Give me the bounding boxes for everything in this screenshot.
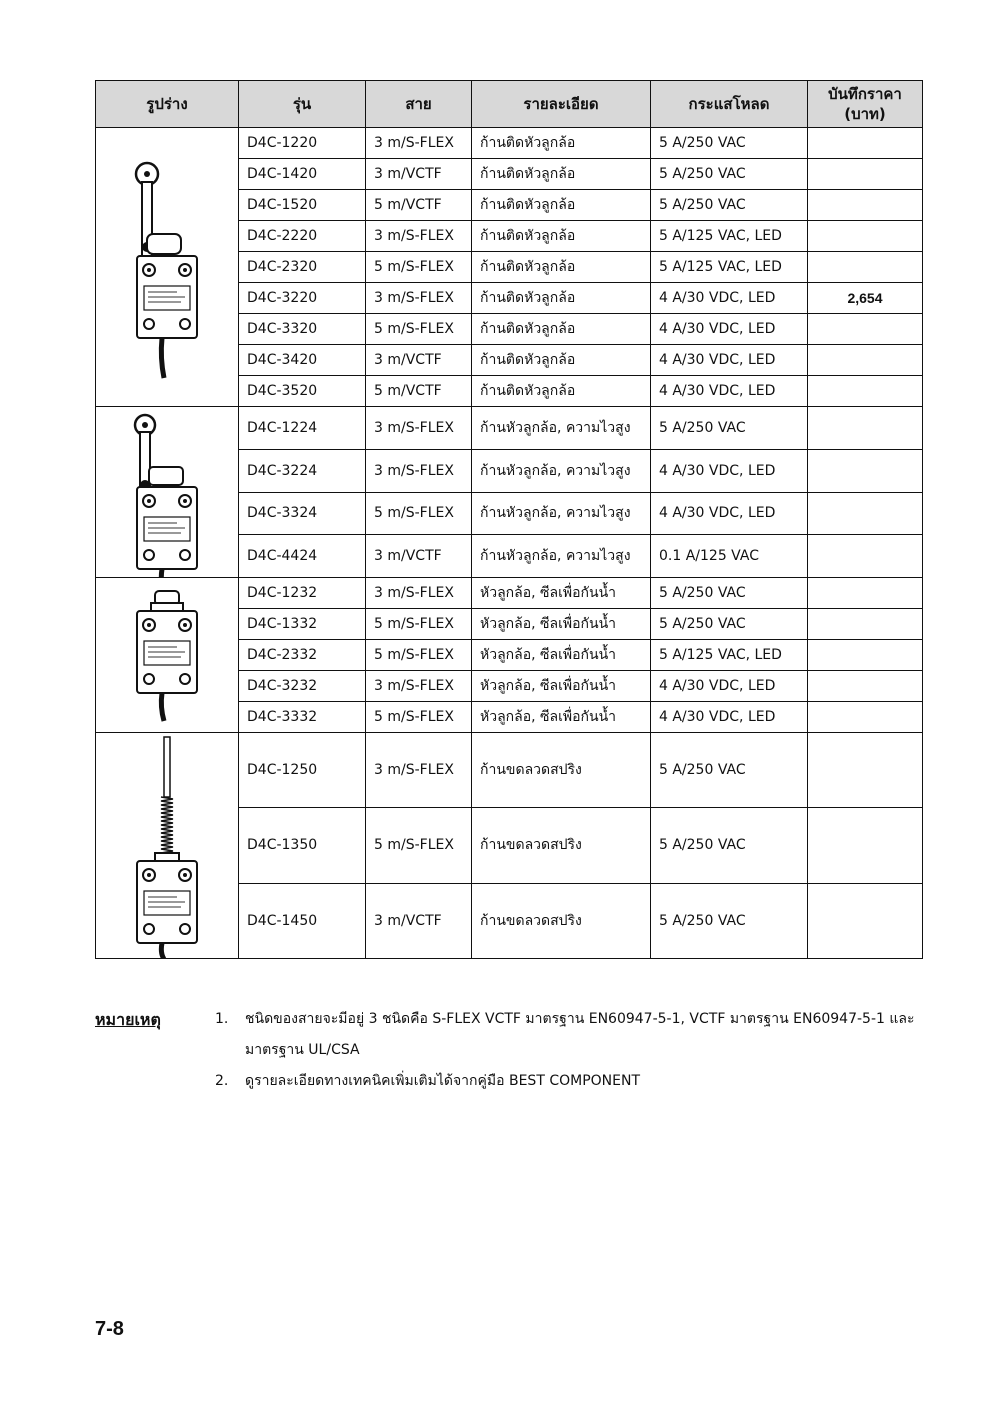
product-image-cell xyxy=(96,128,239,407)
coil-spring-rod-switch-icon xyxy=(117,733,217,958)
header-cable: สาย xyxy=(366,81,472,128)
detail-cell: ก้านขดลวดสปริง xyxy=(472,733,651,808)
load-cell: 4 A/30 VDC, LED xyxy=(651,671,808,702)
load-cell: 5 A/125 VAC, LED xyxy=(651,252,808,283)
cable-cell: 3 m/S-FLEX xyxy=(366,449,472,492)
roller-plunger-switch-icon xyxy=(117,585,217,725)
load-cell: 5 A/250 VAC xyxy=(651,733,808,808)
model-cell: D4C-1232 xyxy=(239,578,366,609)
price-cell xyxy=(808,535,923,578)
note-number: 1. xyxy=(215,1011,229,1027)
detail-cell: หัวลูกล้อ, ซีลเพื่อกันน้ำ xyxy=(472,609,651,640)
model-cell: D4C-1420 xyxy=(239,159,366,190)
load-cell: 5 A/250 VAC xyxy=(651,609,808,640)
model-cell: D4C-1220 xyxy=(239,128,366,159)
table-row xyxy=(96,128,923,159)
load-cell: 5 A/250 VAC xyxy=(651,578,808,609)
header-load: กระแสโหลด xyxy=(651,81,808,128)
cable-cell: 5 m/S-FLEX xyxy=(366,702,472,733)
cable-cell: 5 m/S-FLEX xyxy=(366,492,472,535)
model-cell: D4C-3224 xyxy=(239,449,366,492)
detail-cell: ก้านหัวลูกล้อ, ความไวสูง xyxy=(472,407,651,450)
model-cell: D4C-3232 xyxy=(239,671,366,702)
product-image-cell xyxy=(96,578,239,733)
price-cell xyxy=(808,640,923,671)
model-cell: D4C-1250 xyxy=(239,733,366,808)
detail-cell: หัวลูกล้อ, ซีลเพื่อกันน้ำ xyxy=(472,702,651,733)
header-model: รุ่น xyxy=(239,81,366,128)
note-text: ชนิดของสายจะมีอยู่ 3 ชนิดคือ S-FLEX VCTF มาตรฐาน EN60947-5-1, VCTF มาตรฐาน EN60947-5-1 และมาตรฐาน UL/CSA xyxy=(245,1011,915,1058)
detail-cell: หัวลูกล้อ, ซีลเพื่อกันน้ำ xyxy=(472,671,651,702)
product-table xyxy=(95,80,923,959)
model-cell: D4C-3324 xyxy=(239,492,366,535)
price-cell xyxy=(808,159,923,190)
load-cell: 4 A/30 VDC, LED xyxy=(651,702,808,733)
load-cell: 0.1 A/125 VAC xyxy=(651,535,808,578)
detail-cell: หัวลูกล้อ, ซีลเพื่อกันน้ำ xyxy=(472,640,651,671)
cable-cell: 3 m/VCTF xyxy=(366,159,472,190)
product-image-cell xyxy=(96,407,239,578)
price-cell xyxy=(808,733,923,808)
cable-cell: 3 m/VCTF xyxy=(366,535,472,578)
cable-cell: 3 m/S-FLEX xyxy=(366,671,472,702)
model-cell: D4C-3220 xyxy=(239,283,366,314)
detail-cell: ก้านติดหัวลูกล้อ xyxy=(472,314,651,345)
load-cell: 4 A/30 VDC, LED xyxy=(651,376,808,407)
model-cell: D4C-3320 xyxy=(239,314,366,345)
price-cell xyxy=(808,407,923,450)
table-row xyxy=(96,733,923,808)
model-cell: D4C-3520 xyxy=(239,376,366,407)
load-cell: 4 A/30 VDC, LED xyxy=(651,345,808,376)
model-cell: D4C-1332 xyxy=(239,609,366,640)
load-cell: 5 A/250 VAC xyxy=(651,128,808,159)
model-cell: D4C-1520 xyxy=(239,190,366,221)
price-cell xyxy=(808,449,923,492)
price-cell xyxy=(808,252,923,283)
detail-cell: ก้านหัวลูกล้อ, ความไวสูง xyxy=(472,492,651,535)
price-cell xyxy=(808,578,923,609)
detail-cell: ก้านติดหัวลูกล้อ xyxy=(472,128,651,159)
model-cell: D4C-2332 xyxy=(239,640,366,671)
header-detail: รายละเอียด xyxy=(472,81,651,128)
load-cell: 5 A/125 VAC, LED xyxy=(651,221,808,252)
cable-cell: 5 m/VCTF xyxy=(366,190,472,221)
price-cell: 2,654 xyxy=(808,283,923,314)
load-cell: 5 A/125 VAC, LED xyxy=(651,640,808,671)
price-cell xyxy=(808,376,923,407)
load-cell: 4 A/30 VDC, LED xyxy=(651,314,808,345)
detail-cell: ก้านติดหัวลูกล้อ xyxy=(472,376,651,407)
load-cell: 5 A/250 VAC xyxy=(651,190,808,221)
model-cell: D4C-3332 xyxy=(239,702,366,733)
detail-cell: ก้านติดหัวลูกล้อ xyxy=(472,283,651,314)
detail-cell: ก้านติดหัวลูกล้อ xyxy=(472,221,651,252)
price-cell xyxy=(808,702,923,733)
note-number: 2. xyxy=(215,1073,229,1089)
price-cell xyxy=(808,492,923,535)
load-cell: 4 A/30 VDC, LED xyxy=(651,449,808,492)
model-cell: D4C-4424 xyxy=(239,535,366,578)
cable-cell: 3 m/S-FLEX xyxy=(366,128,472,159)
page-number: 7-8 xyxy=(95,1318,124,1340)
price-cell xyxy=(808,671,923,702)
roller-lever-high-sensitivity-switch-icon xyxy=(117,407,217,577)
cable-cell: 3 m/S-FLEX xyxy=(366,221,472,252)
price-cell xyxy=(808,883,923,958)
load-cell: 5 A/250 VAC xyxy=(651,407,808,450)
product-image-cell xyxy=(96,733,239,959)
table-header-row xyxy=(96,81,923,128)
cable-cell: 3 m/S-FLEX xyxy=(366,578,472,609)
price-cell xyxy=(808,314,923,345)
model-cell: D4C-1224 xyxy=(239,407,366,450)
detail-cell: ก้านติดหัวลูกล้อ xyxy=(472,252,651,283)
detail-cell: ก้านติดหัวลูกล้อ xyxy=(472,190,651,221)
load-cell: 5 A/250 VAC xyxy=(651,808,808,883)
table-row xyxy=(96,407,923,450)
price-cell xyxy=(808,345,923,376)
cable-cell: 3 m/S-FLEX xyxy=(366,283,472,314)
price-cell xyxy=(808,190,923,221)
detail-cell: ก้านหัวลูกล้อ, ความไวสูง xyxy=(472,449,651,492)
load-cell: 5 A/250 VAC xyxy=(651,159,808,190)
model-cell: D4C-2320 xyxy=(239,252,366,283)
model-cell: D4C-2220 xyxy=(239,221,366,252)
cable-cell: 5 m/S-FLEX xyxy=(366,314,472,345)
price-cell xyxy=(808,128,923,159)
detail-cell: ก้านติดหัวลูกล้อ xyxy=(472,345,651,376)
table-row xyxy=(96,578,923,609)
cable-cell: 5 m/VCTF xyxy=(366,376,472,407)
load-cell: 4 A/30 VDC, LED xyxy=(651,492,808,535)
model-cell: D4C-1350 xyxy=(239,808,366,883)
cable-cell: 5 m/S-FLEX xyxy=(366,640,472,671)
cable-cell: 3 m/S-FLEX xyxy=(366,407,472,450)
header-shape: รูปร่าง xyxy=(96,81,239,128)
price-cell xyxy=(808,221,923,252)
price-cell xyxy=(808,808,923,883)
note-text: ดูรายละเอียดทางเทคนิคเพิ่มเติมได้จากคู่มือ BEST COMPONENT xyxy=(245,1073,640,1089)
detail-cell: ก้านขดลวดสปริง xyxy=(472,883,651,958)
model-cell: D4C-3420 xyxy=(239,345,366,376)
detail-cell: ก้านหัวลูกล้อ, ความไวสูง xyxy=(472,535,651,578)
detail-cell: หัวลูกล้อ, ซีลเพื่อกันน้ำ xyxy=(472,578,651,609)
cable-cell: 5 m/S-FLEX xyxy=(366,808,472,883)
header-price: บันทึกราคา (บาท) xyxy=(808,81,923,128)
cable-cell: 3 m/VCTF xyxy=(366,883,472,958)
roller-lever-switch-icon xyxy=(117,152,217,382)
detail-cell: ก้านขดลวดสปริง xyxy=(472,808,651,883)
cable-cell: 3 m/VCTF xyxy=(366,345,472,376)
cable-cell: 5 m/S-FLEX xyxy=(366,609,472,640)
cable-cell: 5 m/S-FLEX xyxy=(366,252,472,283)
price-cell xyxy=(808,609,923,640)
notes-title: หมายเหตุ xyxy=(95,1010,161,1029)
model-cell: D4C-1450 xyxy=(239,883,366,958)
detail-cell: ก้านติดหัวลูกล้อ xyxy=(472,159,651,190)
cable-cell: 3 m/S-FLEX xyxy=(366,733,472,808)
load-cell: 4 A/30 VDC, LED xyxy=(651,283,808,314)
load-cell: 5 A/250 VAC xyxy=(651,883,808,958)
